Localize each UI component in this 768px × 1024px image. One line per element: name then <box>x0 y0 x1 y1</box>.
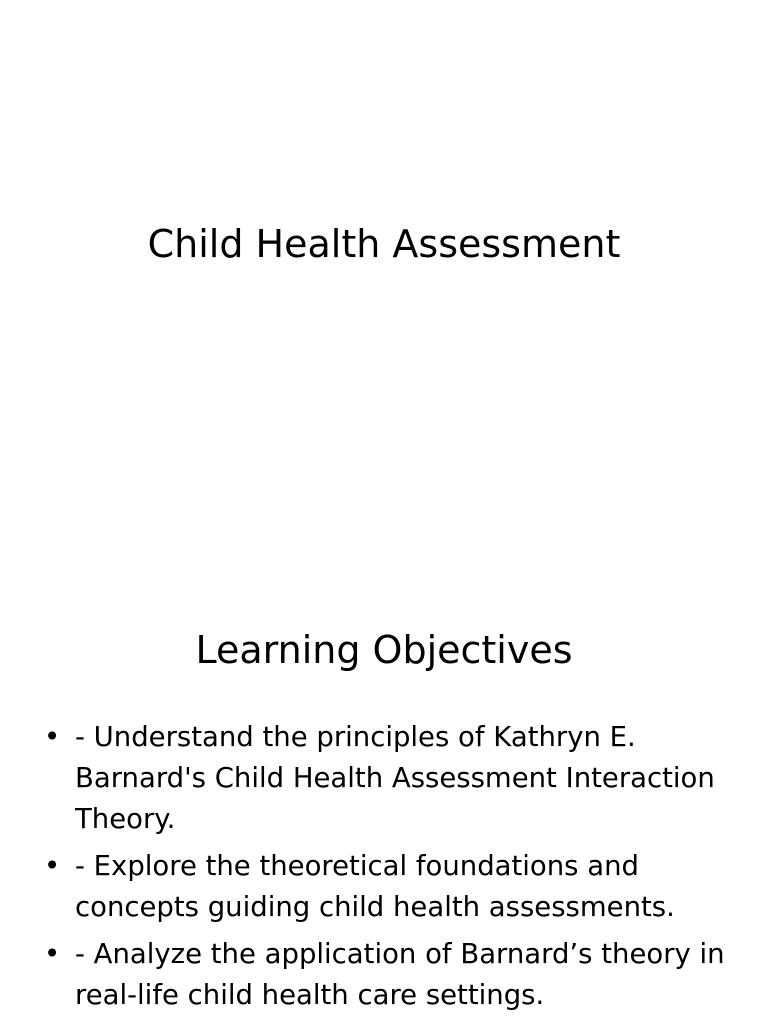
objective-item <box>44 846 744 928</box>
objective-text: - Understand the principles of Kathryn E. Barnard's Child Health Assessment Interaction Theory. <box>75 721 715 835</box>
learning-objectives-list <box>44 717 744 1022</box>
objective-text: - Explore the theoretical foundations and concepts guiding child health assessments. <box>75 850 675 923</box>
objective-text: - Analyze the application of Barnard’s theory in real-life child health care settings. <box>75 938 725 1011</box>
bullet-icon: • <box>44 850 61 882</box>
objective-item <box>44 717 744 840</box>
bullet-icon: • <box>44 721 61 753</box>
slide-title: Child Health Assessment <box>147 222 621 266</box>
bullet-icon: • <box>44 938 61 970</box>
objective-item <box>44 934 744 1016</box>
learning-objectives-heading: Learning Objectives <box>195 628 573 672</box>
